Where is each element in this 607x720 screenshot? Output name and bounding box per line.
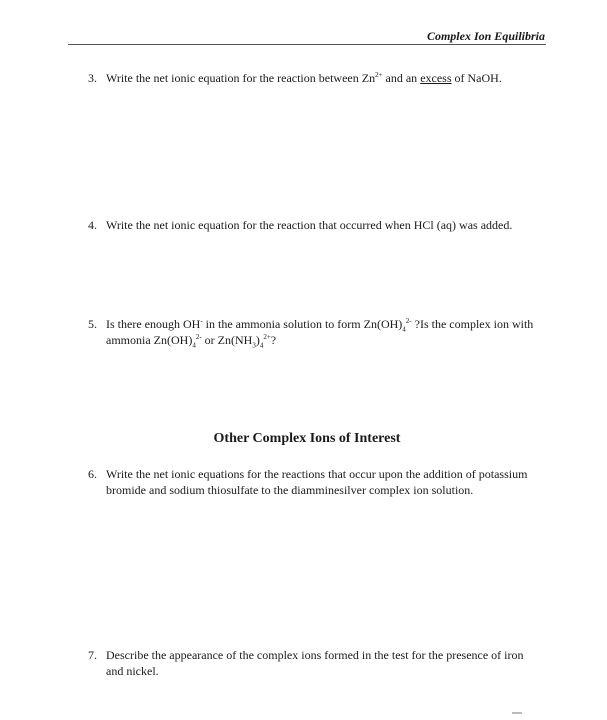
section-heading: Other Complex Ions of Interest (213, 431, 401, 446)
question-text: Write the net ionic equations for the reactions that occur upon the addition of potassium bromide and sodium thiosulfate to the diamminesilver complex ion solution. (106, 467, 528, 497)
question-number: 5. (88, 317, 97, 331)
question-text: Describe the appearance of the complex ions formed in the test for the presence of iron and nickel. (106, 648, 524, 678)
header-rule (68, 44, 546, 45)
question-6 (88, 466, 538, 498)
question-text: Write the net ionic equation for the reaction between $Zn^{2+}$ and an excess of NaOH. (106, 71, 502, 85)
question-text: Is there enough OH- in the ammonia solution to form $Zn(OH)_4^{2-}$ ?Is the complex ion with ammonia $Zn(OH)_4^{2-}$ or $Zn(NH_3)_4^{2+}$? (106, 317, 534, 350)
question-number: 4. (88, 218, 97, 232)
running-header-title: Complex Ion Equilibria (426, 29, 545, 43)
excess-underlined: excess (420, 71, 452, 85)
question-number: 6. (88, 467, 97, 481)
question-3 (88, 70, 538, 86)
page-edge-mark (512, 712, 522, 714)
question-5 (88, 316, 538, 348)
question-4 (88, 217, 538, 233)
question-number: 7. (88, 648, 97, 662)
question-7 (88, 647, 538, 679)
question-number: 3. (88, 71, 97, 85)
question-text: Write the net ionic equation for the reaction that occurred when HCl (aq) was added. (106, 218, 513, 232)
